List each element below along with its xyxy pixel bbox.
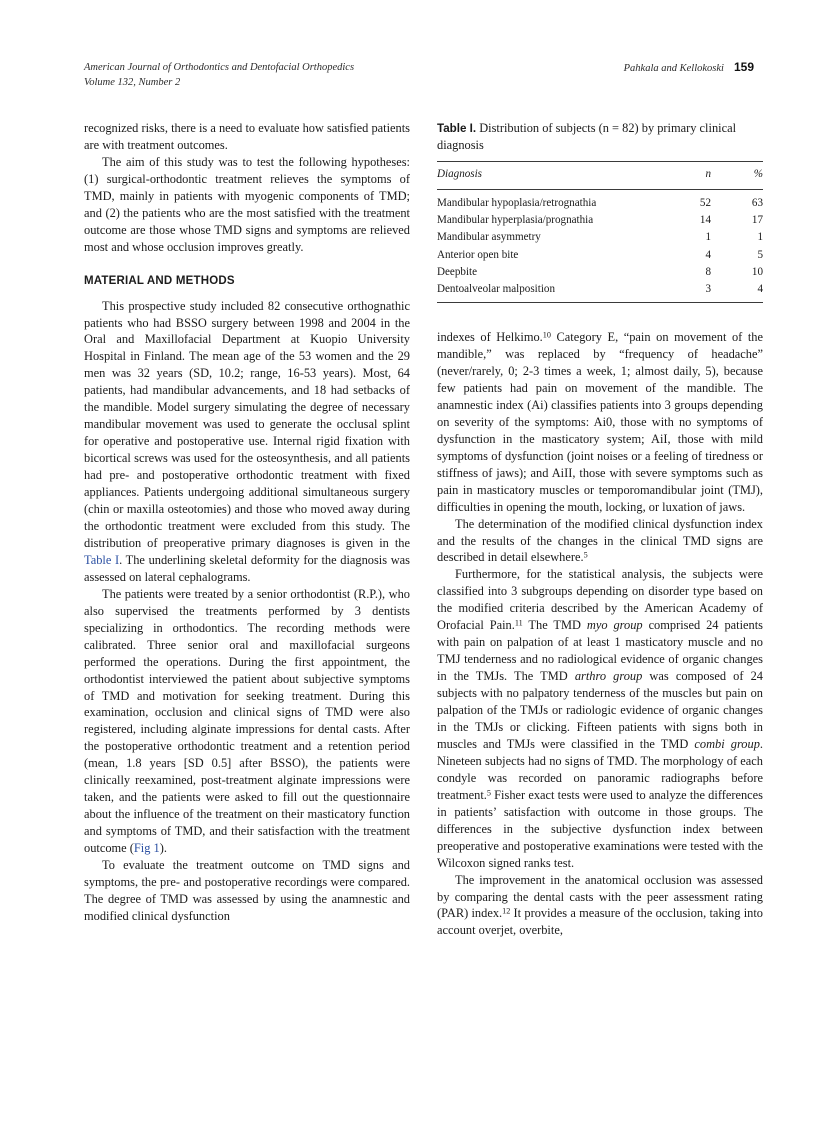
- paragraph-continued: recognized risks, there is a need to evaluate how satisfied patients are with treatment outcomes.: [84, 121, 410, 152]
- cell-percent: 1: [757, 231, 763, 244]
- table-row: [437, 246, 763, 263]
- table-header: [437, 162, 763, 190]
- cell-percent: 17: [751, 213, 763, 226]
- cell-n: 3: [705, 283, 711, 296]
- reference-marker-11[interactable]: 11: [514, 618, 523, 628]
- column-header-n: n: [653, 162, 711, 190]
- table-row: [437, 189, 763, 211]
- cell-n: 8: [705, 266, 711, 279]
- running-head-authors-page: [624, 60, 754, 76]
- journal-volume-issue: Volume 132, Number 2: [84, 77, 181, 88]
- paragraph-methods-clinicians: [84, 586, 410, 857]
- cell-diagnosis: Mandibular asymmetry: [437, 231, 541, 244]
- table-caption-text: Distribution of subjects (n = 82) by primary clinical diagnosis: [437, 121, 737, 152]
- subgroups-text-a: Furthermore, for the statistical analysis, the subjects were classified into 3 subgroups depending on disorder type based on the modified criteria described by the American Academy of Orofacial Pain.: [437, 567, 763, 633]
- cell-n: 1: [705, 231, 711, 244]
- helkimo-text-b: Category E, “pain on movement of the mandible,” was replaced by “frequency of headache” (never/rarely, 0; 2-3 times a week, 1; almost daily, 5), because few patients had pain on movement of the mandible. The anamnestic index (Ai) classifies patients into 3 groups depending on severity of the symptoms: Ai0, those with no symptoms of dysfunction in the masticatory system; AiI, those with mild symptoms of dysfunction (joint noises or a feeling of tiredness or stiffness of jaws); and AiII, those with severe symptoms such as pain in masticatory muscles or temporomandibular joint (TMJ), difficulties in opening the mouth, locking, or luxation of jaws.: [437, 330, 763, 514]
- reference-marker-10[interactable]: 10: [542, 330, 551, 340]
- reference-marker-5[interactable]: 5: [583, 551, 588, 561]
- column-header-percent: %: [711, 162, 763, 190]
- diagnosis-distribution-table: [437, 161, 763, 303]
- cell-diagnosis: Mandibular hypoplasia/retrognathia: [437, 196, 597, 209]
- table-caption-number: Table I.: [437, 122, 477, 135]
- column-header-diagnosis: Diagnosis: [437, 162, 653, 190]
- methods-clinicians-text-b: ).: [159, 841, 167, 856]
- methods-text-part-a: This prospective study included 82 consecutive orthognathic patients who had BSSO surgery between 1998 and 2004 in the Oral and Maxillofacial Department at Kuopio University Hospital in Finland. The mean age of the 53 women and the 29 men was 32 years (SD, 10.2; range, 16-53 years). Most, 64 patients, had mandibular advancements, and 18 had setbacks of the mandible. Model surgery simulating the degree of necessary mandibular movement was used to generate the occlusal splint for operative and postoperative use. Internal rigid fixation with bicortical screws was used for the osteosynthesis, and all patients had pre- and postoperative orthodontic treatment with fixed appliances. Patients undergoing additional simultaneous surgery (chin or maxilla osteotomies) and those who moved away during the orthodontic treatment were excluded from this study. The distribution of preoperative primary diagnoses is given in the: [84, 298, 410, 550]
- reference-marker-5b[interactable]: 5: [486, 788, 491, 798]
- page-number: 159: [733, 60, 754, 74]
- running-head-authors: Pahkala and Kellokoski: [623, 63, 724, 74]
- dysfunction-index-text: The determination of the modified clinical dysfunction index and the results of the changes in the clinical TMD signs are described in detail elsewhere.: [437, 516, 763, 565]
- subgroups-text-f: Fisher exact tests were used to analyze the differences in patients’ satisfaction with outcome in those groups. The differences in the subjective dysfunction index between preoperative and postoperative examinations were tested with the Wilcoxon signed ranks test.: [437, 787, 763, 870]
- cell-diagnosis: Mandibular hyperplasia/prognathia: [437, 213, 594, 226]
- running-head: [84, 60, 754, 90]
- subgroups-text-d: was composed of 24 subjects with no palpatory tenderness of the muscles but pain on palpation of the TMJs or radiologic evidence of organic changes in the TMJs or clicking. Fifteen patients with signs both in muscles and TMJs were classified in the TMD: [437, 669, 764, 751]
- journal-title: American Journal of Orthodontics and Dentofacial Orthopedics: [84, 62, 355, 73]
- link-table-i[interactable]: Table I: [84, 552, 120, 567]
- subgroups-text-c: comprised 24 patients with pain on palpation of at least 1 masticatory muscle and no TMJ tenderness and no radiological evidence of organic changes in the TMJs. The TMD: [437, 618, 763, 684]
- paragraph-tmd-subgroups: [437, 566, 763, 871]
- reference-marker-12[interactable]: 12: [502, 907, 511, 917]
- par-text-b: It provides a measure of the occlusion, taking into account overjet, overbite,: [437, 906, 763, 938]
- table-row: [437, 212, 763, 229]
- helkimo-text-a: indexes of Helkimo.: [437, 330, 543, 345]
- methods-clinicians-text-a: The patients were treated by a senior orthodontist (R.P.), who also supervised the treatments performed by 3 dentists specializing in orthodontics. The recording methods were calibrated. Three senior oral and maxillofacial surgeons performed the operations. During the first appointment, the orthodontist interviewed the patient about subjective symptoms of TMD and motivation for seeking treatment. During this examination, occlusion and clinical signs of TMD were also registered, including alginate impressions for dental casts. After the postoperative orthodontic treatment and a retention period (mean, 1.8 years [SD 0.5] after BSSO), the patients were clinically reexamined, post-treatment alginate impressions were taken, and the patients were asked to fill out the questionnaire about the influence of the treatment on their masticatory function and symptoms of TMD, and their satisfaction with the treatment outcome (: [84, 586, 410, 856]
- table-row: [437, 264, 763, 281]
- subgroups-text-e: . Nineteen subjects had no signs of TMD. The morphology of each condyle was recorded on panoramic radiographs before treatment.: [437, 736, 764, 802]
- left-column: [84, 120, 410, 925]
- cell-percent: 10: [751, 266, 763, 279]
- cell-percent: 5: [757, 248, 763, 261]
- cell-diagnosis: Deepbite: [437, 266, 478, 279]
- cell-percent: 63: [751, 196, 763, 209]
- table-i: [437, 120, 763, 303]
- subgroups-text-b: The TMD: [522, 618, 587, 633]
- section-heading-material-and-methods: MATERIAL AND METHODS: [84, 274, 235, 287]
- term-combi-group: combi group: [694, 736, 760, 751]
- cell-diagnosis: Dentoalveolar malposition: [437, 283, 555, 296]
- table-caption: [437, 120, 763, 154]
- table-body: [437, 189, 763, 302]
- paragraph-methods-evaluation: To evaluate the treatment outcome on TMD signs and symptoms, the pre- and postoperative recordings were compared. The degree of TMD was assessed by using the anamnestic and modified clinical dysfunction: [84, 858, 410, 923]
- table-row: [437, 281, 763, 302]
- methods-text-part-b: . The underlining skeletal deformity for the diagnosis was assessed on lateral cephalograms.: [84, 552, 410, 584]
- cell-n: 52: [699, 196, 711, 209]
- paragraph-helkimo-indexes: [437, 329, 763, 515]
- table-header-row: [437, 162, 763, 190]
- par-text-a: The improvement in the anatomical occlusion was assessed by comparing the dental casts with the peer assessment rating (PAR) index.: [437, 872, 763, 921]
- paragraph-par-index: [437, 872, 763, 940]
- cell-n: 4: [705, 248, 711, 261]
- link-fig-1[interactable]: Fig 1: [133, 841, 160, 856]
- paragraph-dysfunction-index: [437, 516, 763, 567]
- term-myo-group: myo group: [586, 618, 643, 633]
- paragraph-aim: The aim of this study was to test the following hypotheses: (1) surgical-orthodontic treatment relieves the symptoms of TMD, mainly in patients with myogenic components of TMD; and (2) the patients who are the most satisfied with the treatment outcome are those whose TMD signs and symptoms are relieved most and whose occlusion improves greatly.: [84, 154, 410, 254]
- paragraph-methods-study-sample: [84, 298, 410, 586]
- table-row: [437, 229, 763, 246]
- cell-diagnosis: Anterior open bite: [437, 248, 519, 261]
- cell-n: 14: [699, 213, 711, 226]
- cell-percent: 4: [757, 283, 763, 296]
- term-arthro-group: arthro group: [574, 669, 643, 684]
- right-column: [437, 120, 763, 939]
- running-head-journal: [84, 60, 354, 90]
